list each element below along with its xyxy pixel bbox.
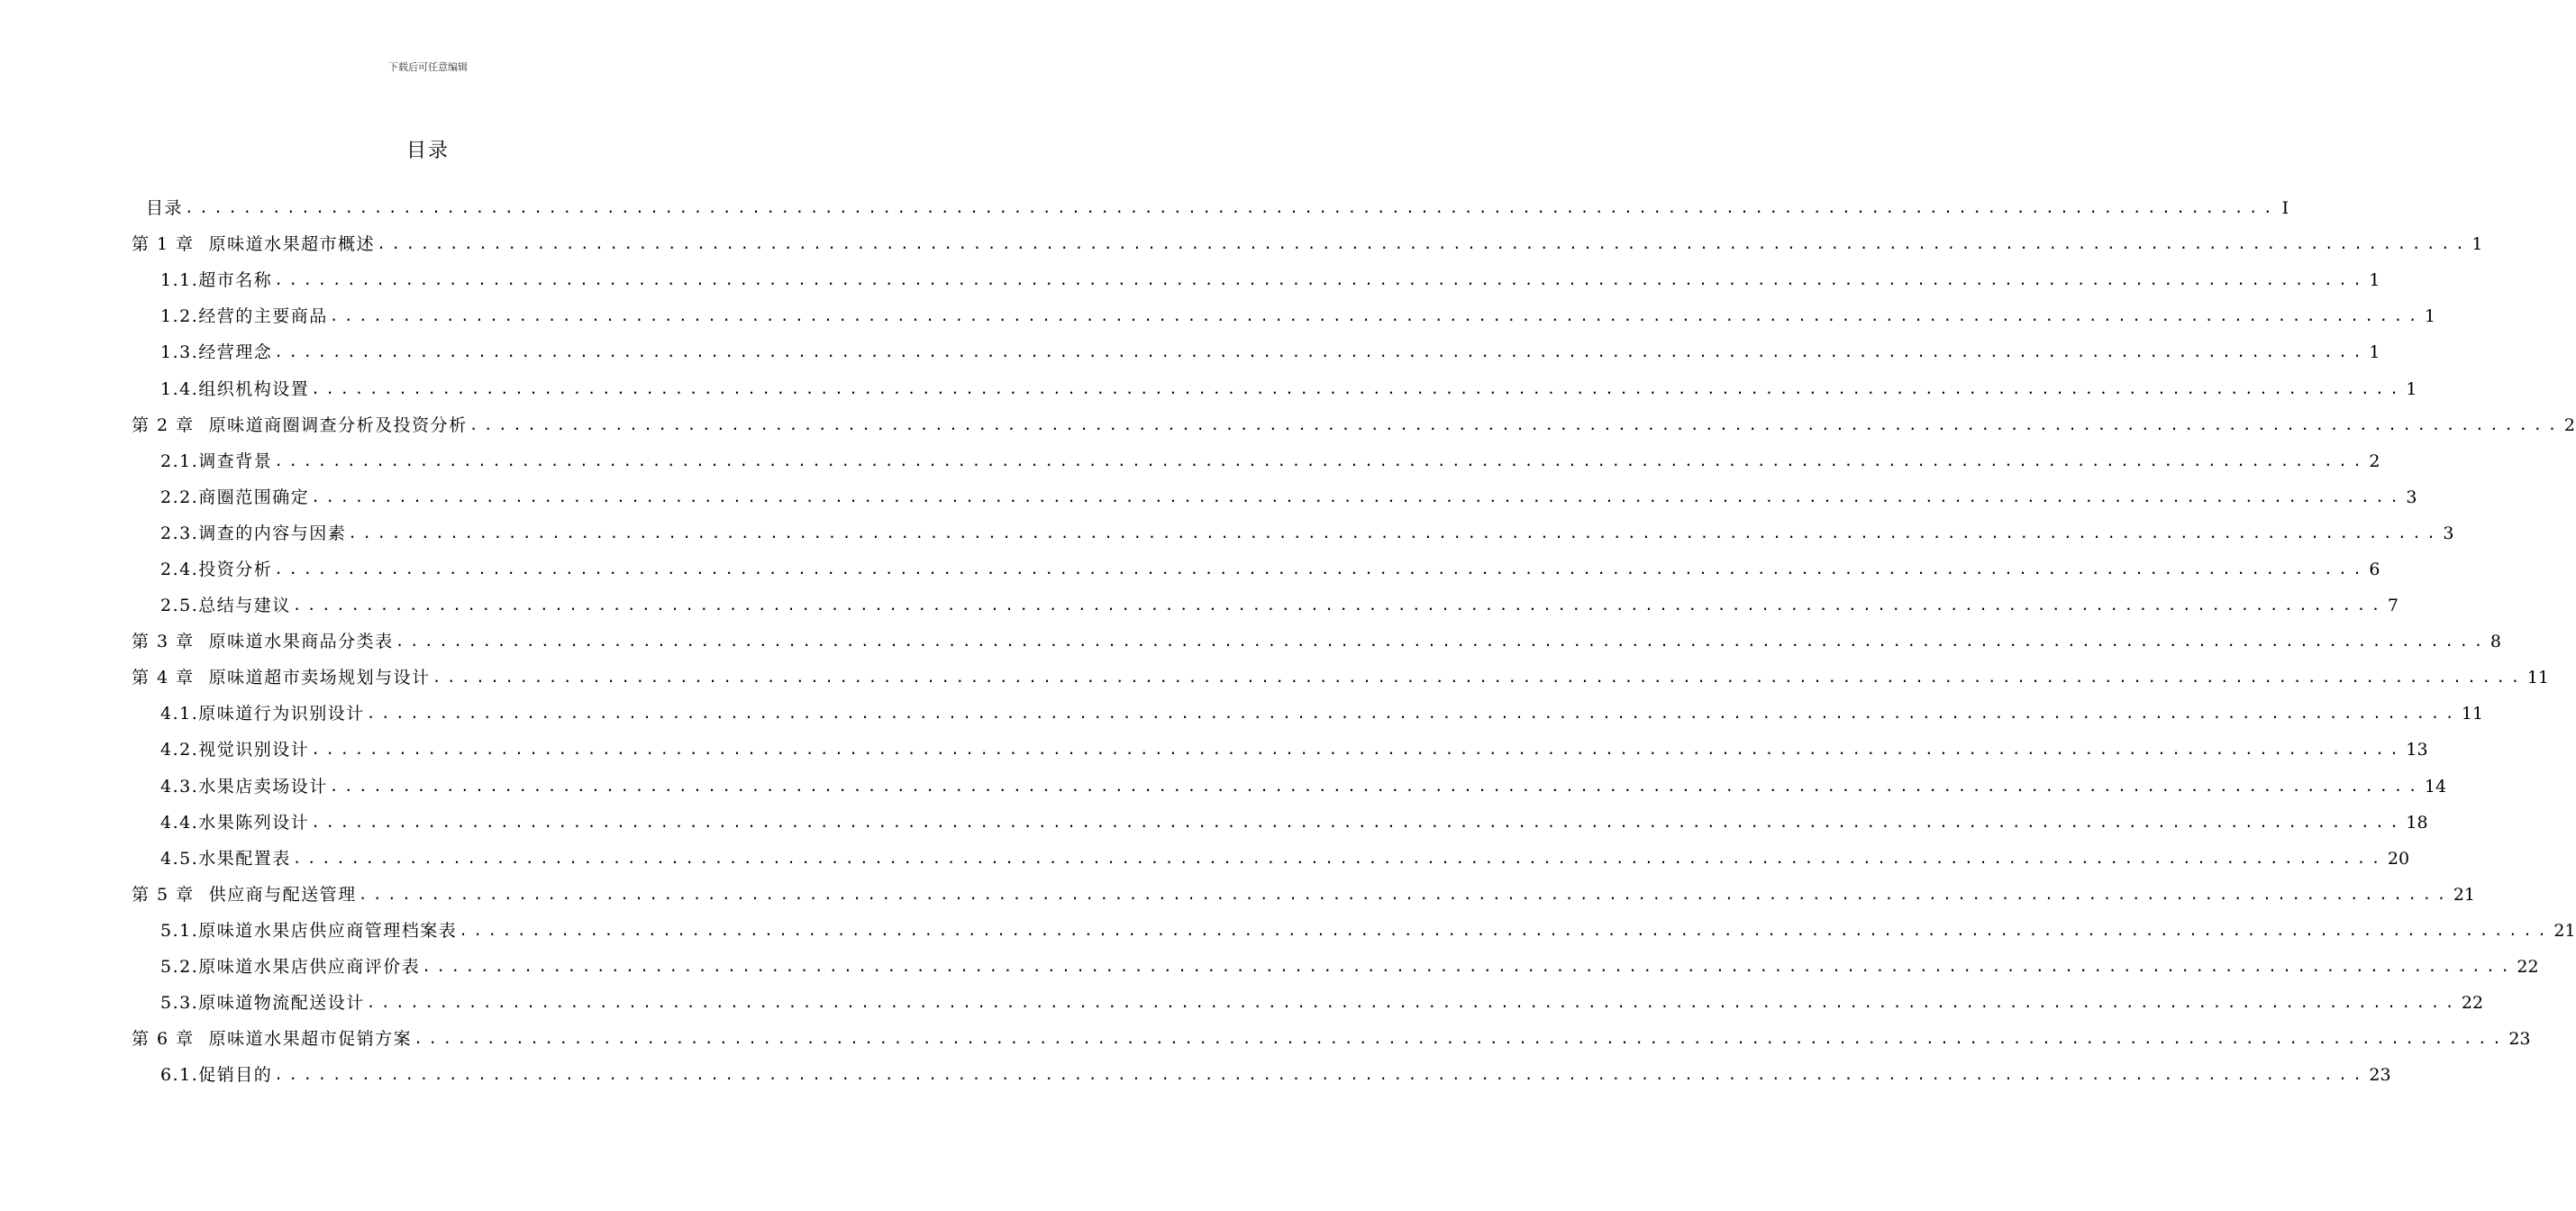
toc-entry-text: [132, 190, 183, 226]
toc-entry-page: 1: [2369, 342, 2380, 363]
toc-entry-label: 4.2.: [160, 740, 199, 760]
toc-entry-label: 6.1.: [160, 1065, 199, 1086]
toc-entry-label: 4.5.: [160, 848, 199, 869]
toc-entry-page: 2: [2563, 414, 2575, 435]
toc-entry-title: 原味道水果商品分类表: [208, 632, 394, 652]
toc-entry-label: 第 4 章: [132, 668, 195, 688]
toc-entry-title: 调查背景: [198, 451, 273, 471]
dot-leader: ................................................................................................................................................: [185, 199, 2279, 217]
toc-entry-title: 原味道水果超市概述: [208, 234, 376, 255]
toc-entry[interactable]: [132, 805, 2428, 841]
toc-entry-label: 4.3.: [160, 776, 199, 797]
toc-entry-label: 4.4.: [160, 812, 199, 833]
toc-entry[interactable]: [132, 985, 2484, 1021]
toc-entry-title: 供应商与配送管理: [208, 884, 357, 905]
dot-leader: ................................................................................................................................................: [274, 343, 2368, 361]
toc-entry-label: 1.1.: [160, 270, 199, 291]
toc-entry-page: 18: [2406, 812, 2428, 833]
toc-entry[interactable]: [132, 226, 2483, 262]
toc-entry-text: [160, 443, 272, 479]
toc-entry-text: [160, 262, 272, 298]
dot-leader: ................................................................................................................................................: [274, 451, 2368, 469]
toc-entry-label: 2.5.: [160, 596, 199, 616]
toc-entry[interactable]: [132, 443, 2380, 479]
dot-leader: ................................................................................................................................................: [329, 307, 2423, 325]
dot-leader: ................................................................................................................................................: [274, 271, 2368, 289]
toc-entry[interactable]: [132, 262, 2380, 298]
toc-entry-label: 2.1.: [160, 451, 199, 471]
toc-entry-text: [160, 913, 457, 949]
toc-entry-page: 14: [2424, 776, 2447, 797]
toc-entry-label: 第 3 章: [132, 632, 195, 652]
dot-leader: ................................................................................................................................................: [274, 1066, 2368, 1084]
dot-leader: ................................................................................................................................................: [311, 741, 2405, 759]
table-of-contents: [132, 190, 2576, 1093]
toc-entry-title: 水果陈列设计: [198, 812, 310, 833]
toc-entry[interactable]: [132, 407, 2575, 443]
dot-leader: ................................................................................................................................................: [366, 994, 2460, 1012]
toc-entry-text: [160, 587, 291, 624]
toc-entry-text: [160, 769, 328, 805]
header-note: 下载后可任意编辑: [388, 61, 468, 73]
toc-entry-title: 原味道水果店供应商评价表: [198, 957, 421, 978]
dot-leader: ................................................................................................................................................: [311, 379, 2405, 397]
toc-title: 目录: [405, 140, 450, 162]
toc-entry-title: 超市名称: [198, 270, 273, 291]
dot-leader: ................................................................................................................................................: [414, 1030, 2508, 1048]
toc-entry-label: 第 6 章: [132, 1029, 195, 1050]
toc-entry-title: 投资分析: [198, 559, 273, 579]
toc-entry-text: [160, 841, 291, 877]
toc-entry-label: 4.1.: [160, 704, 199, 724]
toc-entry-page: 22: [2461, 993, 2484, 1014]
toc-entry[interactable]: [132, 370, 2417, 406]
toc-entry-title: 促销目的: [198, 1065, 273, 1086]
toc-entry-page: 11: [2526, 668, 2549, 688]
toc-entry[interactable]: [132, 551, 2380, 587]
toc-entry[interactable]: [132, 732, 2428, 768]
toc-entry-title: 水果配置表: [198, 848, 291, 869]
toc-entry-title: 调查的内容与因素: [198, 523, 347, 543]
toc-entry-text: [160, 985, 365, 1021]
dot-leader: ................................................................................................................................................: [395, 633, 2489, 651]
toc-entry-text: [132, 624, 394, 660]
toc-entry-page: 11: [2461, 704, 2484, 724]
toc-entry-text: [132, 1021, 412, 1057]
toc-entry-label: 1.4.: [160, 378, 199, 399]
dot-leader: ................................................................................................................................................: [459, 921, 2553, 939]
toc-entry-text: [132, 877, 357, 913]
toc-entry-page: I: [2281, 198, 2289, 219]
toc-entry-label: 1.3.: [160, 342, 199, 363]
toc-entry-page: 3: [2406, 487, 2417, 507]
toc-entry[interactable]: [132, 298, 2435, 334]
toc-entry-label: 5.3.: [160, 993, 199, 1014]
toc-entry-title: 经营理念: [198, 342, 273, 363]
toc-entry-title: 经营的主要商品: [198, 306, 328, 327]
toc-entry-text: [160, 1057, 272, 1093]
toc-entry-label: 1.2.: [160, 306, 199, 327]
toc-entry-page: 8: [2490, 632, 2501, 652]
toc-entry[interactable]: [132, 660, 2549, 696]
toc-entry[interactable]: [132, 841, 2410, 877]
toc-entry-page: 21: [2453, 884, 2475, 905]
toc-entry-label: 第 5 章: [132, 884, 195, 905]
toc-entry[interactable]: [132, 479, 2417, 515]
toc-entry[interactable]: [132, 949, 2539, 985]
toc-entry-label: 2.4.: [160, 559, 199, 579]
toc-entry[interactable]: [132, 1057, 2391, 1093]
dot-leader: ................................................................................................................................................: [292, 596, 2386, 615]
toc-entry-title: 组织机构设置: [198, 378, 310, 399]
toc-entry[interactable]: [132, 334, 2380, 370]
dot-leader: ................................................................................................................................................: [377, 235, 2471, 253]
toc-entry-page: 1: [2471, 234, 2483, 255]
toc-entry-title: 商圈范围确定: [198, 487, 310, 507]
toc-entry-label: 5.2.: [160, 957, 199, 978]
toc-entry[interactable]: [132, 877, 2475, 913]
toc-entry-title: 原味道商圈调查分析及投资分析: [208, 414, 468, 435]
toc-entry[interactable]: [132, 1021, 2531, 1057]
toc-entry-title: 目录: [146, 198, 184, 219]
dot-leader: ................................................................................................................................................: [432, 669, 2526, 687]
toc-entry-text: [160, 515, 346, 551]
dot-leader: ................................................................................................................................................: [311, 487, 2405, 505]
toc-entry-title: 总结与建议: [198, 596, 291, 616]
toc-entry-text: [132, 660, 431, 696]
toc-entry-page: 7: [2387, 596, 2399, 616]
toc-entry-title: 原味道行为识别设计: [198, 704, 365, 724]
toc-entry-text: [132, 407, 468, 443]
toc-entry-title: 原味道物流配送设计: [198, 993, 365, 1014]
toc-entry-text: [132, 226, 375, 262]
toc-entry-text: [160, 334, 272, 370]
toc-entry-text: [160, 732, 309, 768]
dot-leader: ................................................................................................................................................: [422, 958, 2516, 976]
toc-entry[interactable]: [132, 515, 2454, 551]
toc-entry-text: [160, 805, 309, 841]
toc-entry-page: 13: [2406, 740, 2428, 760]
toc-entry-page: 22: [2517, 957, 2539, 978]
toc-entry-title: 原味道水果店供应商管理档案表: [198, 920, 458, 941]
dot-leader: ................................................................................................................................................: [311, 813, 2405, 831]
toc-entry-label: 2.2.: [160, 487, 199, 507]
toc-entry[interactable]: [132, 913, 2576, 949]
dot-leader: ................................................................................................................................................: [469, 415, 2562, 433]
toc-entry-title: 视觉识别设计: [198, 740, 310, 760]
toc-entry-page: 21: [2553, 920, 2576, 941]
toc-entry-text: [160, 949, 420, 985]
toc-entry-text: [160, 479, 309, 515]
toc-entry-page: 23: [2508, 1029, 2531, 1050]
toc-entry-page: 6: [2369, 559, 2380, 579]
toc-entry-title: 原味道超市卖场规划与设计: [208, 668, 431, 688]
toc-entry[interactable]: [132, 624, 2501, 660]
toc-entry-title: 原味道水果超市促销方案: [208, 1029, 413, 1050]
dot-leader: ................................................................................................................................................: [358, 885, 2452, 903]
toc-entry-page: 2: [2369, 451, 2380, 471]
toc-entry[interactable]: [132, 587, 2399, 624]
dot-leader: ................................................................................................................................................: [348, 524, 2442, 542]
toc-entry-label: 第 1 章: [132, 234, 195, 255]
toc-entry-page: 1: [2406, 378, 2417, 399]
dot-leader: ................................................................................................................................................: [292, 849, 2386, 867]
toc-entry-page: 20: [2387, 848, 2410, 869]
toc-entry[interactable]: [132, 696, 2484, 732]
toc-entry-label: 5.1.: [160, 920, 199, 941]
toc-entry-text: [160, 298, 328, 334]
toc-entry-label: 2.3.: [160, 523, 199, 543]
dot-leader: ................................................................................................................................................: [274, 560, 2368, 578]
toc-entry-text: [160, 696, 365, 732]
toc-entry[interactable]: [132, 769, 2447, 805]
dot-leader: ................................................................................................................................................: [329, 777, 2423, 795]
toc-entry[interactable]: [132, 190, 2289, 226]
toc-entry-page: 1: [2369, 270, 2380, 291]
toc-entry-title: 水果店卖场设计: [198, 776, 328, 797]
dot-leader: ................................................................................................................................................: [366, 705, 2460, 723]
toc-entry-page: 23: [2369, 1065, 2391, 1086]
toc-entry-text: [160, 371, 309, 407]
toc-entry-text: [160, 551, 272, 587]
toc-entry-page: 3: [2443, 523, 2454, 543]
toc-entry-page: 1: [2424, 306, 2435, 327]
toc-entry-label: 第 2 章: [132, 414, 195, 435]
